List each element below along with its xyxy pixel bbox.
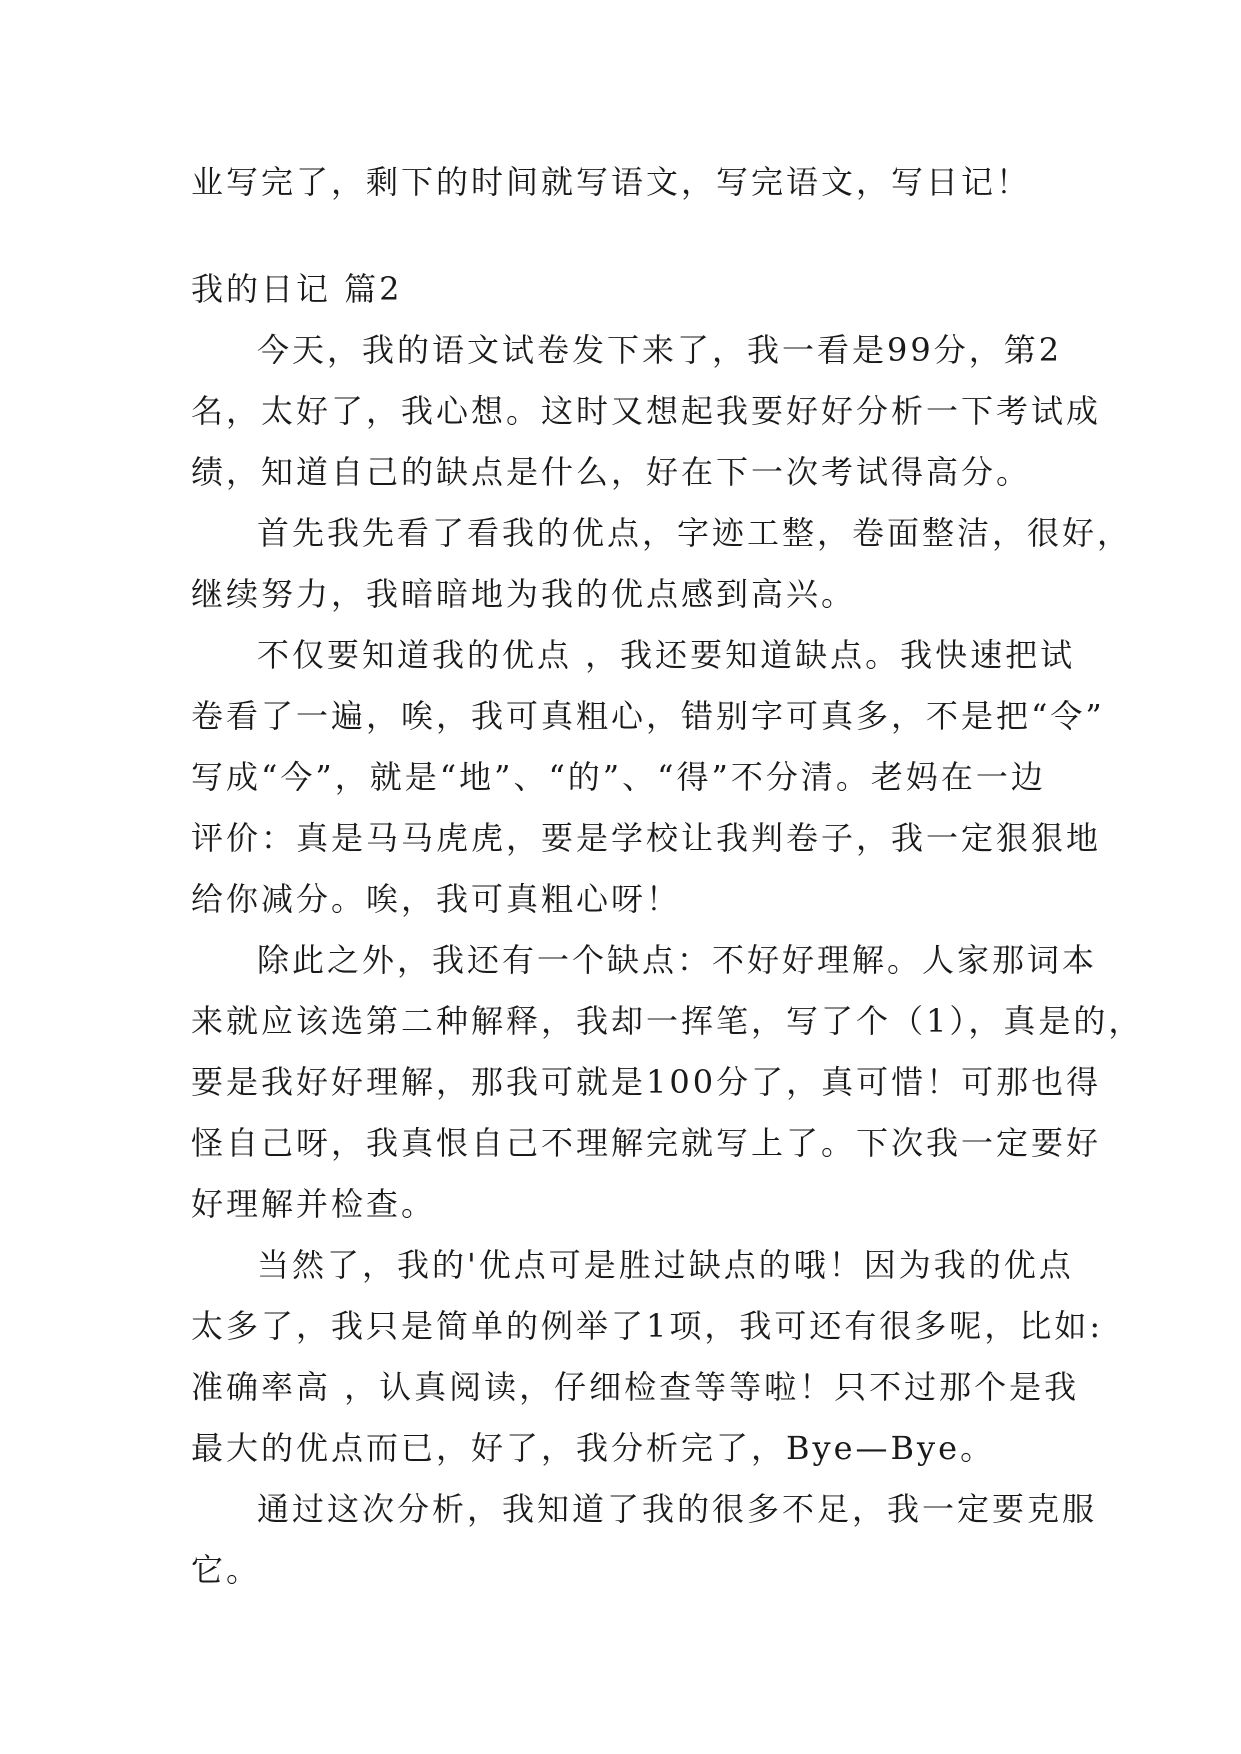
- text-line: 给你减分。唉，我可真粗心呀！: [191, 880, 682, 918]
- text-line: 不仅要知道我的优点 ，我还要知道缺点。我快速把试: [257, 636, 1076, 674]
- text-line: 要是我好好理解，那我可就是100分了，真可惜！可那也得: [191, 1063, 1102, 1101]
- paragraph-3: [191, 625, 1105, 930]
- text-line: 当然了，我的'优点可是胜过缺点的哦！因为我的优点: [257, 1246, 1074, 1284]
- text-line: 首先我先看了看我的优点，字迹工整，卷面整洁，很好，: [257, 514, 1133, 552]
- text-line: 它。: [191, 1551, 262, 1589]
- text-line: 准确率高 ，认真阅读，仔细检查等等啦！只不过那个是我: [191, 1368, 1080, 1406]
- text-line: 来就应该选第二种解释，我却一挥笔，写了个（1），真是的，: [191, 1002, 1144, 1040]
- paragraph-5: [191, 1235, 1104, 1479]
- text-line: 怪自己呀，我真恨自己不理解完就写上了。下次我一定要好: [191, 1124, 1102, 1162]
- text-line: 通过这次分析，我知道了我的很多不足，我一定要克服: [257, 1490, 1098, 1528]
- text-column: [191, 152, 1144, 1601]
- section-heading: 我的日记 篇2: [191, 270, 403, 308]
- paragraph-6: [191, 1479, 1098, 1601]
- text-line: 写成“今”，就是“地”、“的”、“得”不分清。老妈在一边: [191, 758, 1046, 796]
- text-line: 继续努力，我暗暗地为我的优点感到高兴。: [191, 575, 857, 613]
- paragraph-1: [191, 320, 1102, 503]
- text-line: 好理解并检查。: [191, 1185, 437, 1223]
- continued-line: 业写完了，剩下的时间就写语文，写完语文，写日记！: [191, 163, 1032, 201]
- paragraph-2: [191, 503, 1133, 625]
- text-line: 卷看了一遍，唉，我可真粗心，错别字可真多，不是把“令”: [191, 697, 1105, 735]
- text-line: 除此之外，我还有一个缺点：不好好理解。人家那词本: [257, 941, 1098, 979]
- text-line: 评价：真是马马虎虎，要是学校让我判卷子，我一定狠狠地: [191, 819, 1102, 857]
- text-line: 绩，知道自己的缺点是什么，好在下一次考试得高分。: [191, 453, 1032, 491]
- text-line: 名，太好了，我心想。这时又想起我要好好分析一下考试成: [191, 392, 1102, 430]
- text-line: 最大的优点而已，好了，我分析完了，Bye—Bye。: [191, 1429, 996, 1467]
- paragraph-4: [191, 930, 1144, 1235]
- text-line: 太多了，我只是简单的例举了1项，我可还有很多呢，比如:: [191, 1307, 1104, 1345]
- text-line: 今天，我的语文试卷发下来了，我一看是99分，第2: [257, 331, 1063, 369]
